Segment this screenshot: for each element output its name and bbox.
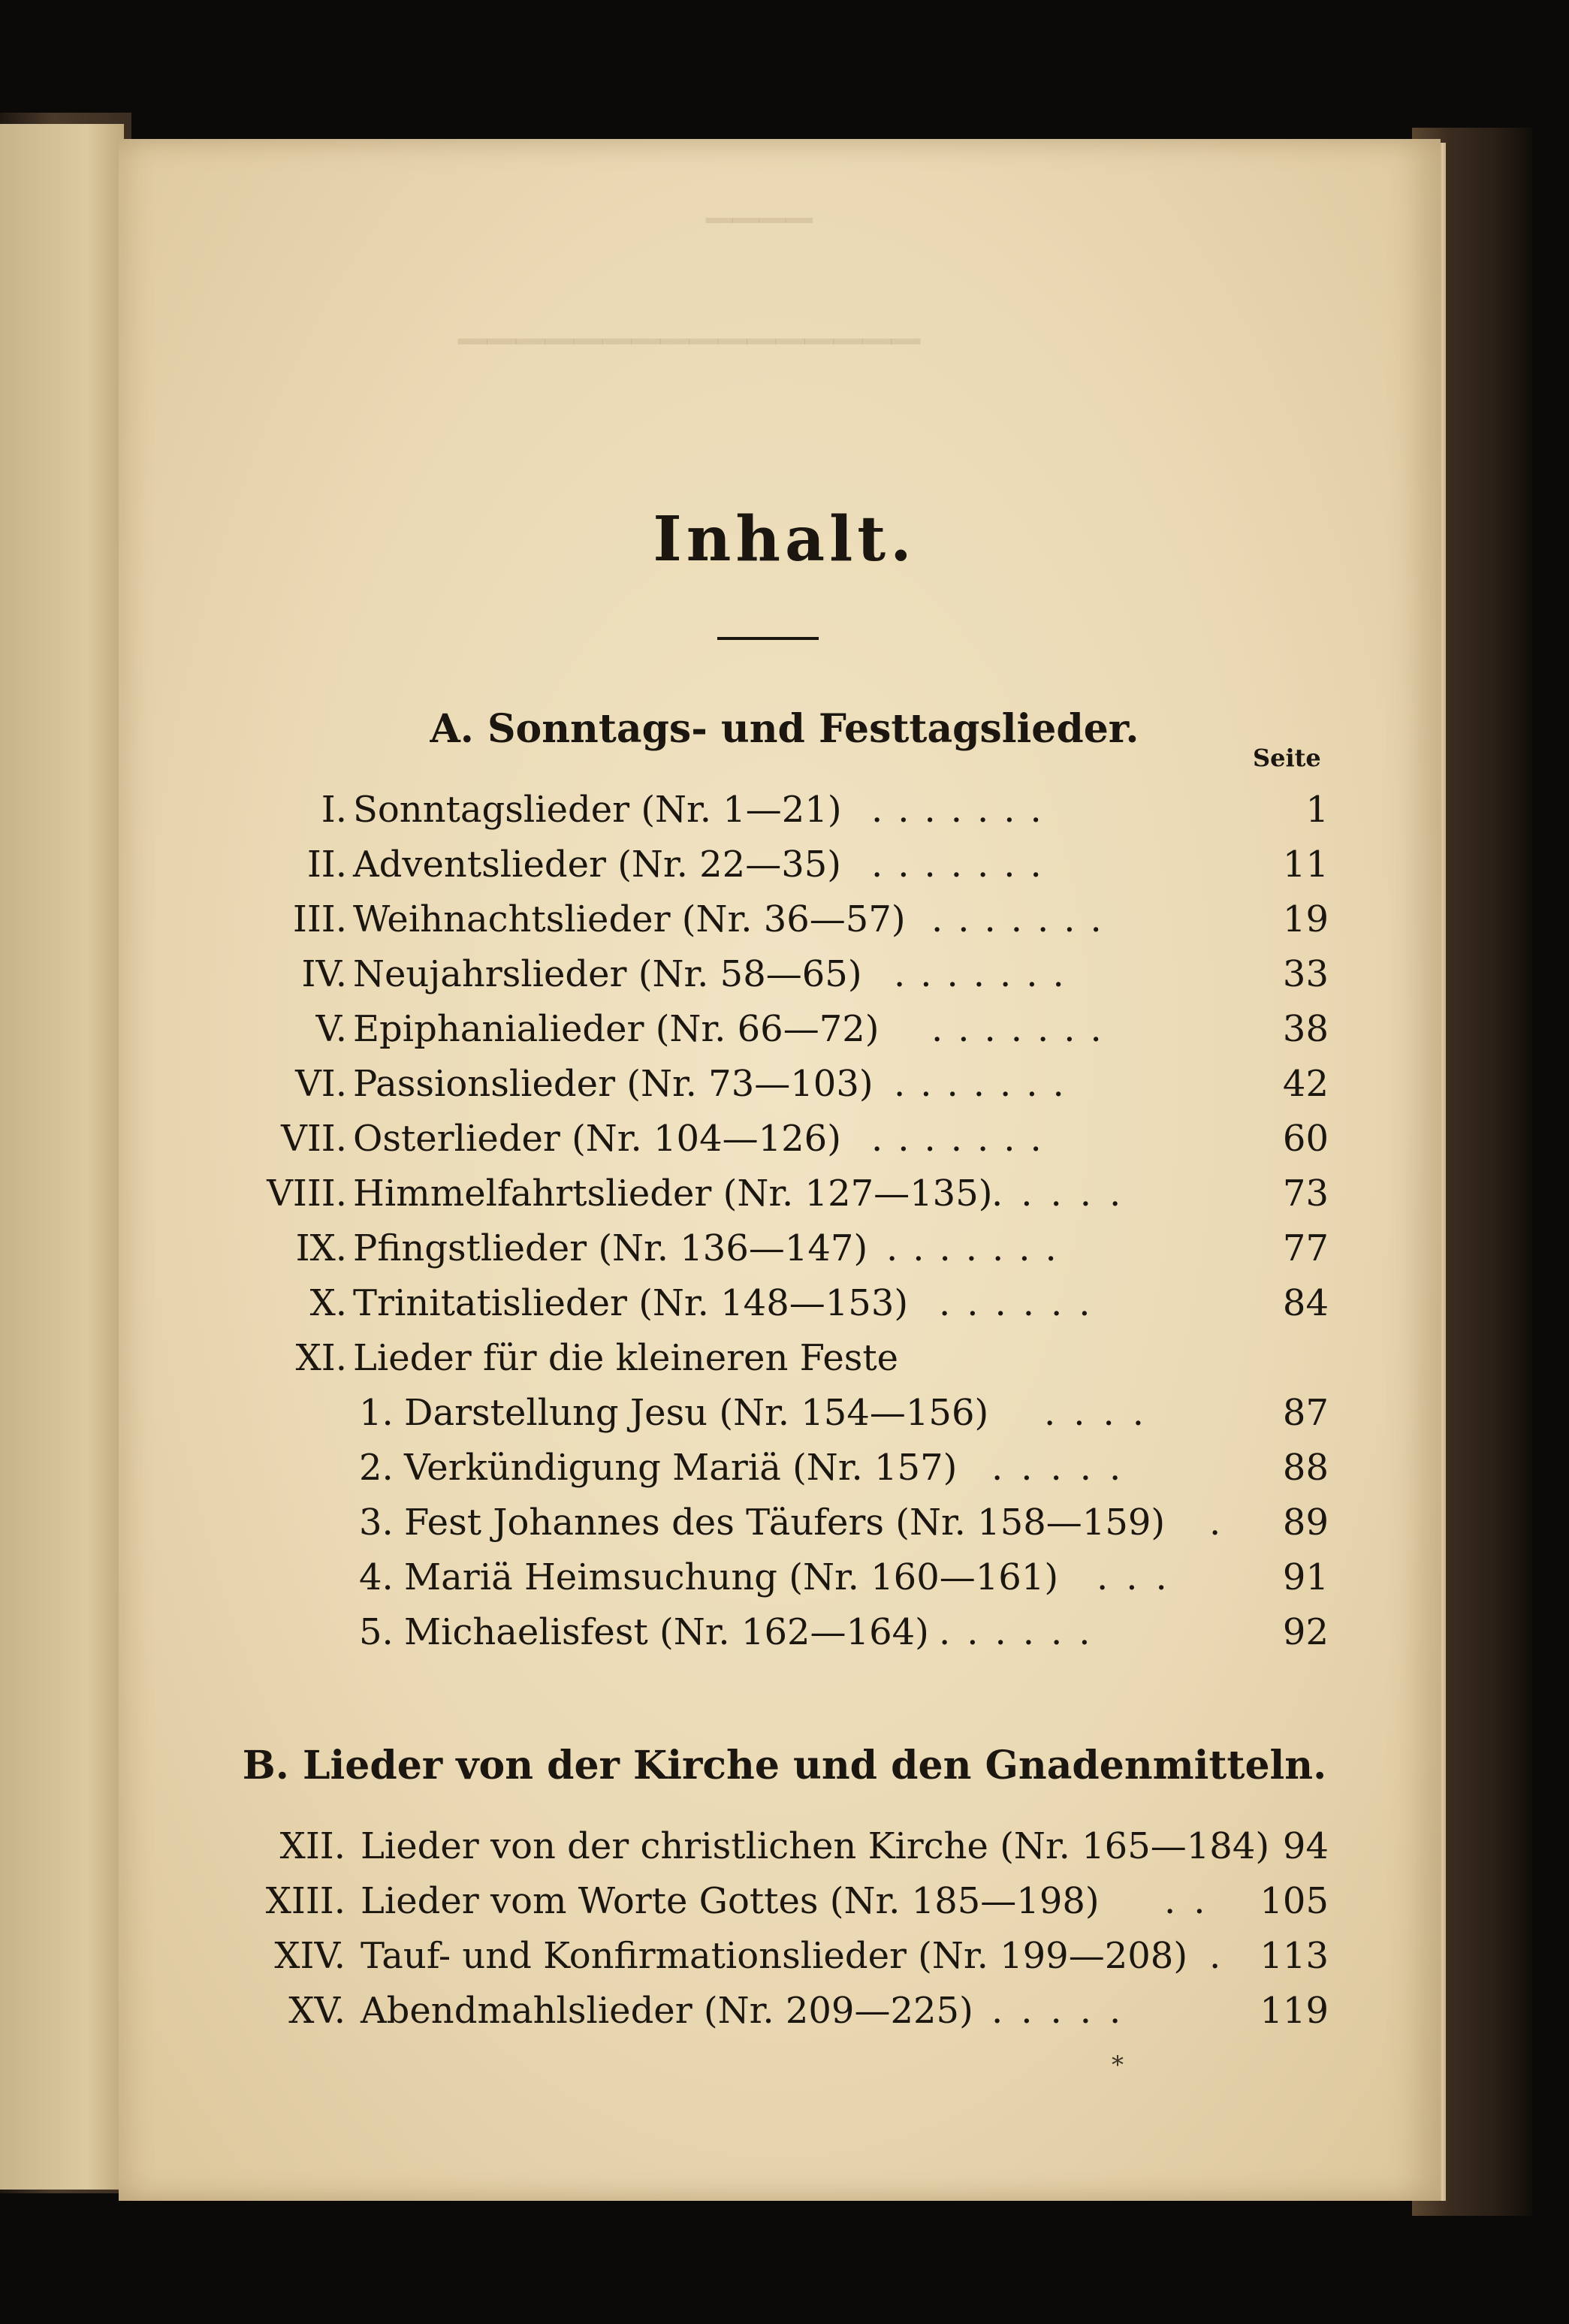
toc-subrow: 3. Fest Johannes des Täufers (Nr. 158—159) . 89: [359, 1502, 1329, 1544]
section-b-heading: B. Lieder von der Kirche und den Gnadenmitteln.: [242, 1743, 1327, 1788]
bleed-through: ▔▔▔▔: [706, 218, 813, 258]
toc-row: VI. Passionslieder (Nr. 73—103) ....... 42: [295, 1063, 1329, 1105]
toc-row: VII. Osterlieder (Nr. 104—126) ....... 60: [281, 1118, 1329, 1160]
toc-row: XV. Abendmahlslieder (Nr. 209—225) ..... 119: [288, 1990, 1329, 2032]
toc-row: XII. Lieder von der christlichen Kirche (Nr. 165—184) 94: [279, 1825, 1329, 1867]
toc-row: XIII. Lieder vom Worte Gottes (Nr. 185—198) .. 105: [265, 1880, 1329, 1922]
toc-row: XIV. Tauf- und Konfirmationslieder (Nr. 199—208) . 113: [274, 1935, 1329, 1977]
toc-row: XI. Lieder für die kleineren Feste: [295, 1337, 899, 1379]
toc-row: V. Epiphanialieder (Nr. 66—72) ....... 38: [315, 1008, 1329, 1050]
page-title: Inhalt.: [653, 503, 916, 575]
toc-row: VIII. Himmelfahrtslieder (Nr. 127—135) ..... 73: [267, 1173, 1329, 1215]
title-rule: [717, 637, 819, 640]
toc-row: IV. Neujahrslieder (Nr. 58—65) ....... 33: [301, 953, 1329, 995]
section-a-heading: A. Sonntags- und Festtagslieder.: [430, 706, 1139, 752]
toc-row: II. Adventslieder (Nr. 22—35) ....... 11: [306, 844, 1329, 886]
toc-row: X. Trinitatislieder (Nr. 148—153) ...... 84: [309, 1282, 1329, 1324]
toc-subrow: 1. Darstellung Jesu (Nr. 154—156) .... 87: [359, 1392, 1329, 1434]
footer-asterisk: *: [1112, 2051, 1124, 2079]
toc-row: III. Weihnachtslieder (Nr. 36—57) ....... 19: [292, 898, 1329, 940]
bleed-through: ▁▁▁▁▁▁▁▁▁▁▁▁▁▁▁▁: [458, 300, 921, 344]
toc-subrow: 4. Mariä Heimsuchung (Nr. 160—161) ... 91: [359, 1556, 1329, 1598]
page-column-label: Seite: [1253, 744, 1321, 772]
toc-row: IX. Pfingstlieder (Nr. 136—147) ....... 77: [295, 1227, 1329, 1269]
toc-subrow: 2. Verkündigung Mariä (Nr. 157) ..... 88: [359, 1447, 1329, 1489]
toc-subrow: 5. Michaelisfest (Nr. 162—164) ...... 92: [359, 1611, 1329, 1653]
toc-row: I. Sonntagslieder (Nr. 1—21) ....... 1: [321, 789, 1329, 831]
